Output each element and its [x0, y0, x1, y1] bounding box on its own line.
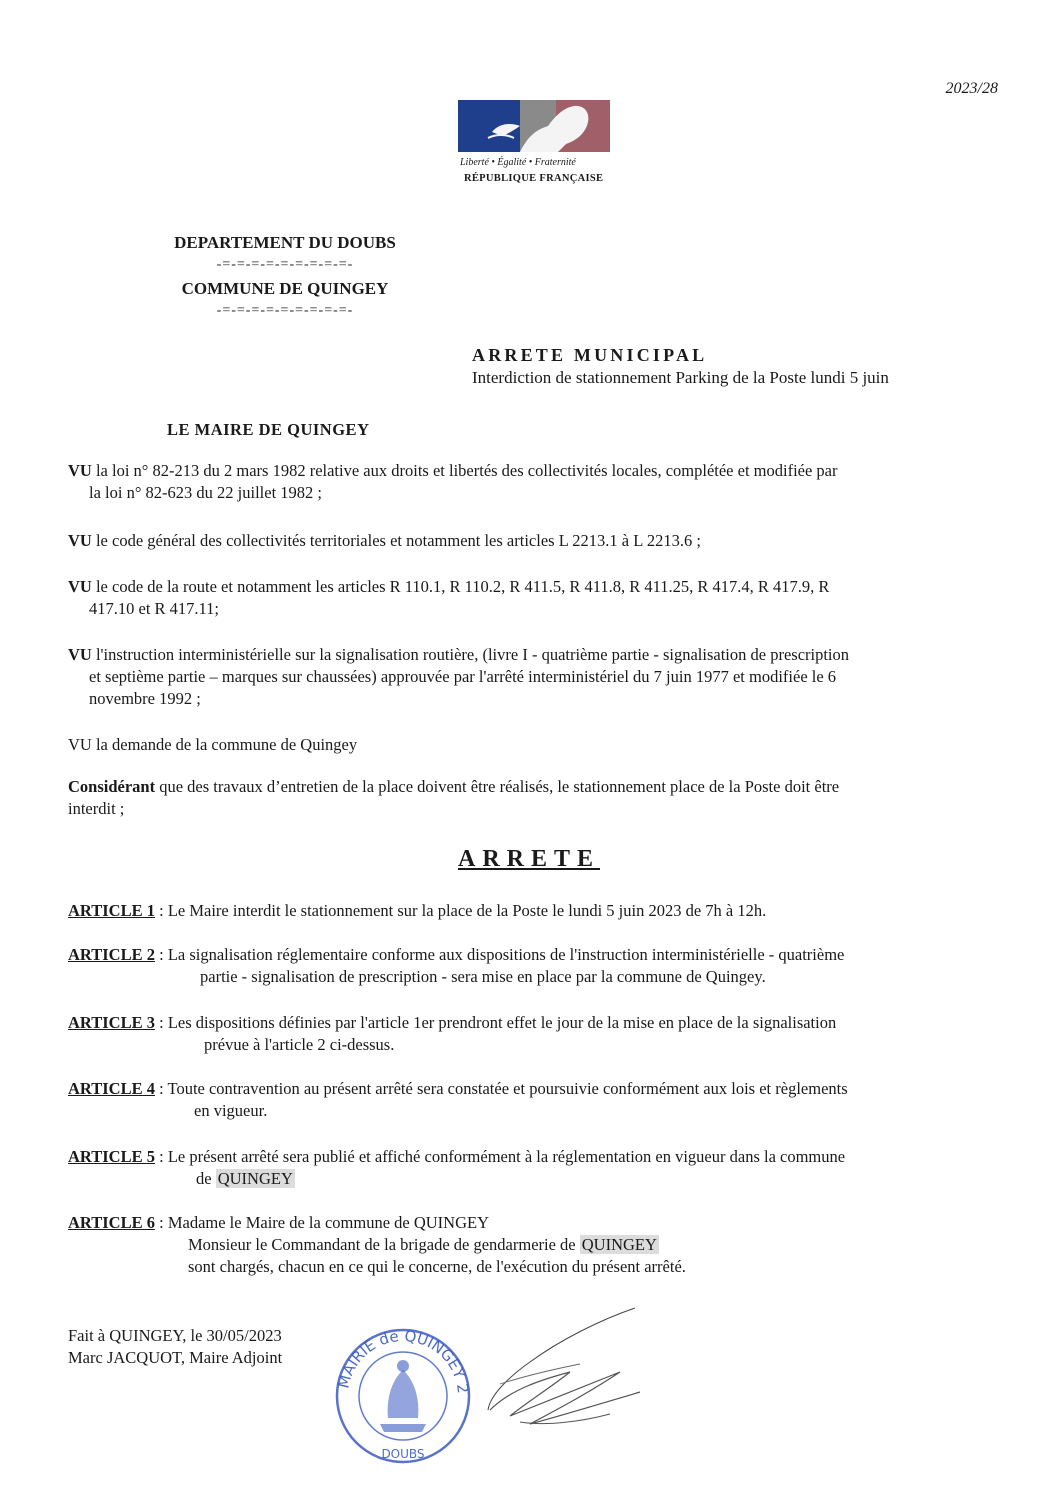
consideration-text: le code général des collectivités territoriales et notamment les articles L 2213.1 à L 2213.6 ;	[91, 531, 701, 550]
article-continuation: partie - signalisation de prescription - sera mise en place par la commune de Quingey.	[200, 967, 766, 986]
article-label: ARTICLE 5	[68, 1147, 155, 1166]
marianne-emblem	[458, 100, 610, 152]
document-title	[472, 345, 889, 388]
header-separator: -=-=-=-=-=-=-=-=-=-	[216, 303, 354, 318]
mayor-heading: LE MAIRE DE QUINGEY	[167, 420, 370, 439]
article-label: ARTICLE 6	[68, 1213, 155, 1232]
consideration-text: l'instruction interministérielle sur la signalisation routière, (livre I - quatrième partie - signalisation de prescription	[91, 645, 850, 664]
article-text: : Toute contravention au présent arrêté sera constatée et poursuivie conformément aux lois et règlements	[154, 1079, 848, 1098]
arrete-heading	[0, 846, 1058, 873]
article-text: : Le Maire interdit le stationnement sur la place de la Poste le lundi 5 juin 2023 de 7h à 12h.	[154, 901, 767, 920]
article	[68, 1012, 1000, 1056]
article-text: : Le présent arrêté sera publié et affiché conformément à la réglementation en vigueur dans la commune	[154, 1147, 846, 1166]
consideration-continuation: la loi n° 82-623 du 22 juillet 1982 ;	[89, 483, 322, 502]
article	[68, 944, 1000, 988]
article-continuation: Monsieur le Commandant de la brigade de gendarmerie de	[188, 1235, 580, 1254]
consideration-item	[68, 734, 1000, 756]
header-separator: -=-=-=-=-=-=-=-=-=-	[216, 257, 354, 272]
article-label: ARTICLE 3	[68, 1013, 155, 1032]
handwritten-signature	[470, 1300, 660, 1455]
consideration-item	[68, 644, 1000, 710]
title-subtitle: Interdiction de stationnement Parking de la Poste lundi 5 juin	[472, 368, 889, 387]
article-continuation: prévue à l'article 2 ci-dessus.	[204, 1035, 395, 1054]
article	[68, 1078, 1000, 1122]
article-continuation: de	[196, 1169, 216, 1188]
considerant-continuation: interdit ;	[68, 799, 125, 818]
arrete-heading-text: ARRETE	[457, 846, 601, 872]
place-date: Fait à QUINGEY, le 30/05/2023	[68, 1326, 282, 1345]
consideration-continuation: et septième partie – marques sur chaussées) approuvée par l'arrêté interministériel du 7 juin 1977 et modifiée le 6	[89, 667, 837, 686]
mairie-stamp	[328, 1318, 478, 1473]
stamp-bottom-text: DOUBS	[381, 1447, 425, 1461]
article-text: : Madame le Maire de la commune de QUINGEY	[154, 1213, 489, 1232]
article-label: ARTICLE 1	[68, 901, 155, 920]
considerant-paragraph	[68, 776, 1000, 820]
consideration-item	[68, 530, 1000, 552]
article	[68, 1212, 1000, 1278]
article-continuation: sont chargés, chacun en ce qui le concerne, de l'exécution du présent arrêté.	[188, 1257, 686, 1276]
stamp-arc-text: MAIRIE de QUINGEY 2	[334, 1326, 473, 1395]
consideration-item	[68, 576, 1000, 620]
logo-republic-name: RÉPUBLIQUE FRANÇAISE	[464, 173, 604, 184]
article-text: : Les dispositions définies par l'article 1er prendront effet le jour de la mise en place de la signalisation	[154, 1013, 837, 1032]
consideration-lead: VU	[68, 531, 92, 550]
considerant-text: que des travaux d’entretien de la place doivent être réalisés, le stationnement place de la Poste doit être	[155, 777, 840, 796]
issuer-header	[160, 233, 410, 325]
signature-block	[68, 1325, 282, 1369]
document-reference: 2023/28	[945, 80, 998, 97]
logo-motto: Liberté • Égalité • Fraternité	[460, 157, 576, 168]
article-text: : La signalisation réglementaire conforme aux dispositions de l'instruction interministérielle - quatrième	[154, 945, 845, 964]
title-main: ARRETE MUNICIPAL	[472, 345, 708, 365]
republique-logo	[458, 100, 618, 184]
article	[68, 1146, 1000, 1190]
commune-name: COMMUNE DE QUINGEY	[181, 279, 389, 298]
consideration-text: la loi n° 82-213 du 2 mars 1982 relative aux droits et libertés des collectivités locales, complétée et modifiée par	[91, 461, 838, 480]
considerant-lead: Considérant	[68, 777, 156, 796]
consideration-continuation: novembre 1992 ;	[89, 689, 201, 708]
department-name: DEPARTEMENT DU DOUBS	[174, 233, 396, 252]
stamp-seal-icon	[328, 1318, 478, 1468]
consideration-text: le code de la route et notamment les articles R 110.1, R 110.2, R 411.5, R 411.8, R 411.25, R 417.4, R 417.9, R	[91, 577, 830, 596]
highlighted-commune: QUINGEY	[581, 1235, 657, 1254]
consideration-lead: VU	[68, 461, 92, 480]
consideration-text: VU la demande de la commune de Quingey	[68, 735, 358, 754]
article	[68, 900, 1000, 922]
signature-icon	[470, 1300, 660, 1450]
consideration-item	[68, 460, 1000, 504]
consideration-continuation: 417.10 et R 417.11;	[89, 599, 220, 618]
highlighted-commune: QUINGEY	[217, 1169, 293, 1188]
article-label: ARTICLE 2	[68, 945, 155, 964]
article-label: ARTICLE 4	[68, 1079, 155, 1098]
marianne-icon	[458, 100, 610, 152]
consideration-lead: VU	[68, 645, 92, 664]
article-continuation: en vigueur.	[194, 1101, 268, 1120]
signer-name: Marc JACQUOT, Maire Adjoint	[68, 1348, 283, 1367]
consideration-lead: VU	[68, 577, 92, 596]
